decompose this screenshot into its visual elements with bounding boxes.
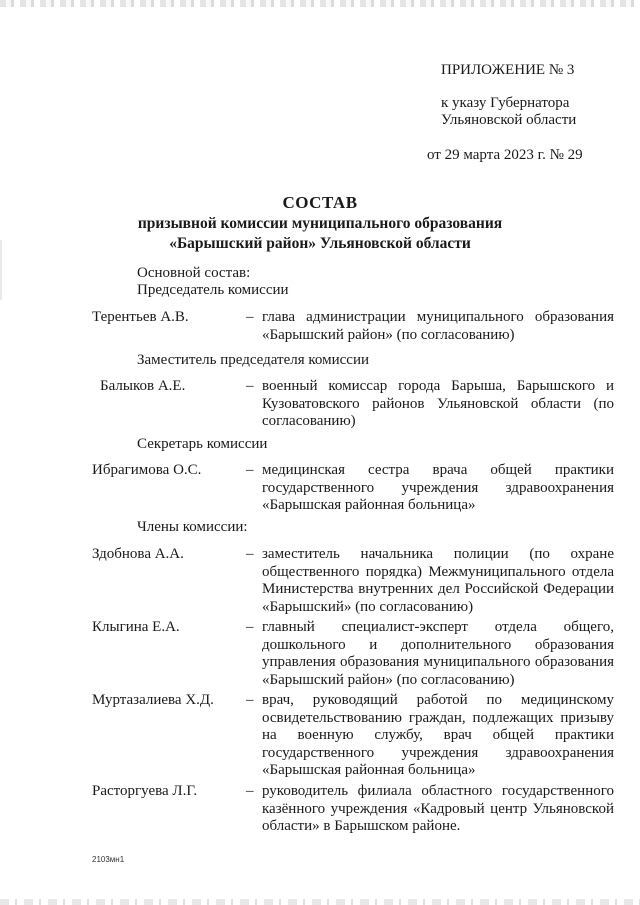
scan-edge-bottom: [0, 899, 640, 905]
title-line-1: призывной комиссии муниципального образования: [137, 215, 503, 232]
section-chairman: Председатель комиссии: [137, 282, 289, 298]
dash-separator: –: [246, 378, 254, 394]
member-name: Терентьев А.В.: [92, 309, 189, 325]
member-role: глава администрации муниципального образования «Барышский район» (по согласованию): [262, 309, 614, 343]
dash-separator: –: [246, 309, 254, 325]
section-deputy: Заместитель председателя комиссии: [137, 352, 370, 368]
member-name: Муртазалиева Х.Д.: [92, 692, 214, 708]
appendix-number: ПРИЛОЖЕНИЕ № 3: [441, 62, 575, 78]
dash-separator: –: [246, 783, 254, 799]
title-heading: СОСТАВ: [282, 193, 358, 212]
member-role: главный специалист-эксперт отдела общего, дошкольного и дополнительного образования управления образования муниципального образования «Барышский район» (по согласованию): [262, 619, 614, 688]
section-main-staff: Основной состав:: [137, 265, 251, 281]
member-role: заместитель начальника полиции (по охране общественного порядка) Межмуниципального отдела Министерства внутренних дел Российской Федерации «Барышский» (по согласованию): [262, 546, 614, 615]
member-name: Ибрагимова О.С.: [92, 462, 202, 478]
footer-doc-code: 2103мн1: [92, 855, 125, 864]
member-role: медицинская сестра врача общей практики государственного учреждения здравоохранения «Барышская районная больница»: [262, 462, 614, 513]
member-role: руководитель филиала областного государственного казённого учреждения «Кадровый центр Ульяновской области» в Барышском районе.: [262, 783, 614, 834]
member-name: Здобнова А.А.: [92, 546, 184, 562]
dash-separator: –: [246, 619, 254, 635]
decree-date: от 29 марта 2023 г. № 29: [427, 147, 583, 163]
title-line-2: «Барышский район» Ульяновской области: [169, 235, 471, 252]
section-members: Члены комиссии:: [137, 519, 248, 535]
member-role: врач, руководящий работой по медицинскому освидетельствованию граждан, подлежащих призыву на военную службу, врач общей практики государственного учреждения здравоохранения «Барышская районная больница»: [262, 692, 614, 778]
scan-edge-top: [0, 0, 640, 7]
document-title: [0, 192, 640, 254]
member-name: Балыков А.Е.: [100, 378, 186, 394]
member-name: Клыгина Е.А.: [92, 619, 180, 635]
decree-reference: к указу Губернатора: [441, 95, 570, 111]
dash-separator: –: [246, 462, 254, 478]
dash-separator: –: [246, 546, 254, 562]
dash-separator: –: [246, 692, 254, 708]
member-role: военный комиссар города Барыша, Барышского и Кузоватовского районов Ульяновской области (по согласованию): [262, 378, 614, 429]
member-name: Расторгуева Л.Г.: [92, 783, 198, 799]
decree-region: Ульяновской области: [441, 112, 577, 128]
section-secretary: Секретарь комиссии: [137, 436, 268, 452]
